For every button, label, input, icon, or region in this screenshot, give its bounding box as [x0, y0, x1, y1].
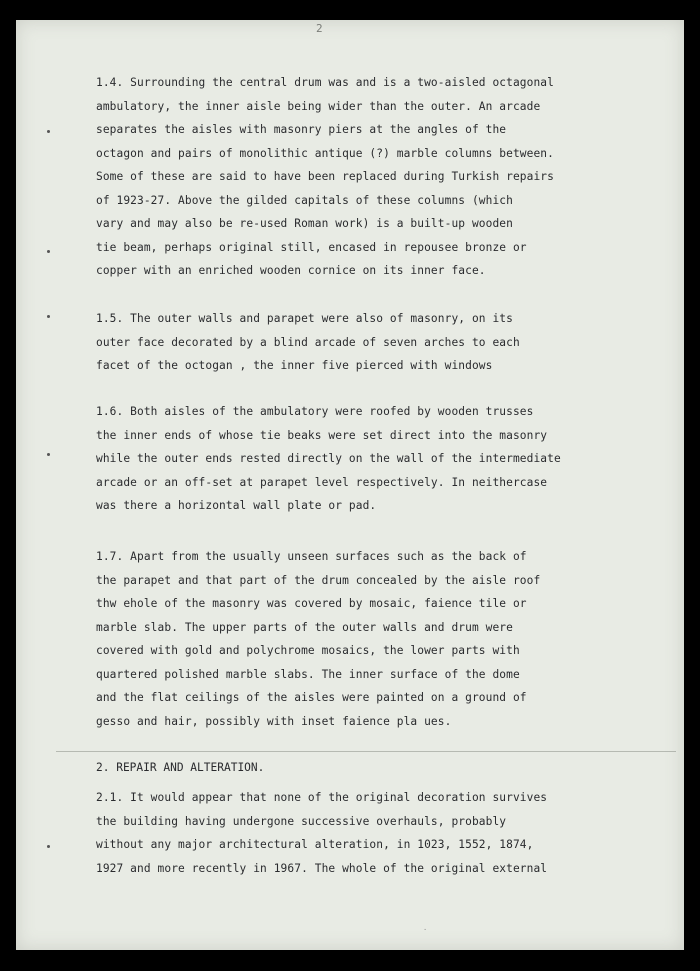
text-line: of 1923-27. Above the gilded capitals of these columns (which	[96, 193, 513, 207]
text-line: 1.7. Apart from the usually unseen surfaces such as the back of	[96, 550, 527, 563]
paragraph-1-5	[96, 307, 676, 378]
text-line: the building having undergone successive overhauls, probably	[96, 814, 507, 828]
text-line: 2.1. It would appear that none of the original decoration survives	[96, 791, 548, 804]
text-line: separates the aisles with masonry piers at the angles of the	[96, 123, 507, 136]
page-number: 2	[316, 22, 323, 35]
text-line: was there a horizontal wall plate or pad.	[96, 499, 377, 512]
text-line: Some of these are said to have been replaced during Turkish repairs	[96, 170, 554, 183]
margin-dot	[47, 250, 50, 253]
text-line: without any major architectural alteration, in 1023, 1552, 1874,	[96, 838, 534, 851]
text-line: tie beam, perhaps original still, encased in repousee bronze or	[96, 240, 527, 254]
section-heading: 2. REPAIR AND ALTERATION.	[96, 761, 265, 774]
text-line: marble slab. The upper parts of the outer walls and drum were	[96, 620, 513, 634]
paragraph-1-4	[96, 71, 676, 283]
text-line: 1927 and more recently in 1967. The whole of the original external	[96, 861, 548, 875]
text-line: facet of the octogan , the inner five pierced with windows	[96, 359, 493, 372]
text-line: covered with gold and polychrome mosaics, the lower parts with	[96, 644, 520, 657]
text-line: and the flat ceilings of the aisles were painted on a ground of	[96, 691, 527, 704]
margin-dot	[47, 315, 50, 318]
text-line: vary and may also be re-used Roman work) is a built-up wooden	[96, 217, 513, 230]
paragraph-1-6	[96, 400, 676, 518]
text-line: 1.6. Both aisles of the ambulatory were roofed by wooden trusses	[96, 405, 534, 418]
margin-dot	[47, 130, 50, 133]
paragraph-2-1	[96, 786, 676, 880]
text-line: 1.4. Surrounding the central drum was and is a two-aisled octagonal	[96, 76, 554, 89]
text-line: copper with an enriched wooden cornice on its inner face.	[96, 264, 486, 277]
document-page	[16, 20, 684, 950]
margin-dot	[47, 453, 50, 456]
section-divider	[56, 751, 676, 752]
paragraph-1-7	[96, 545, 676, 733]
text-line: thw ehole of the masonry was covered by mosaic, faience tile or	[96, 597, 527, 610]
page-speck: ·	[423, 926, 428, 934]
text-line: ambulatory, the inner aisle being wider than the outer. An arcade	[96, 99, 541, 113]
text-line: while the outer ends rested directly on the wall of the intermediate	[96, 452, 561, 465]
text-line: quartered polished marble slabs. The inner surface of the dome	[96, 667, 520, 681]
text-line: gesso and hair, possibly with inset faience pla ues.	[96, 714, 452, 728]
text-line: the inner ends of whose tie beaks were set direct into the masonry	[96, 428, 548, 442]
text-line: outer face decorated by a blind arcade of seven arches to each	[96, 335, 520, 349]
text-line: 1.5. The outer walls and parapet were also of masonry, on its	[96, 312, 513, 325]
text-line: the parapet and that part of the drum concealed by the aisle roof	[96, 573, 541, 587]
text-line: arcade or an off-set at parapet level respectively. In neithercase	[96, 475, 548, 489]
text-line: octagon and pairs of monolithic antique (?) marble columns between.	[96, 146, 554, 160]
margin-dot	[47, 845, 50, 848]
